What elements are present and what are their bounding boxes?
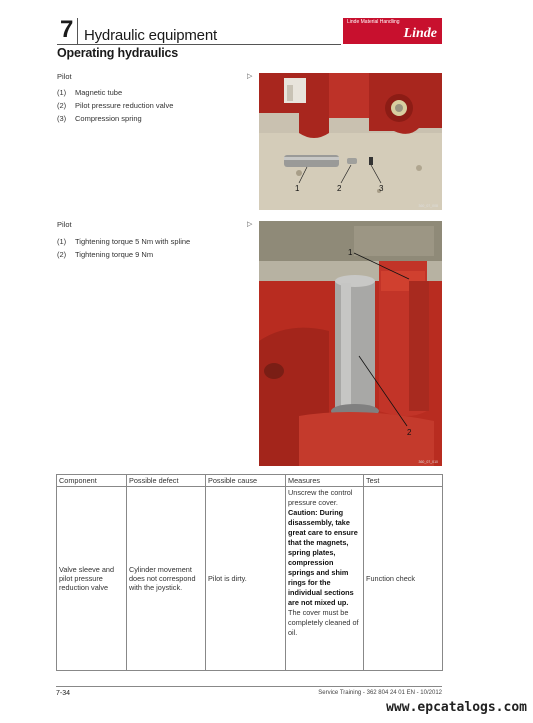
cell-defect: Cylinder movement does not correspond with the joystick. [127, 487, 206, 671]
cell-measures [286, 487, 364, 671]
figure1-caption: Pilot [57, 72, 72, 81]
callout-2: 2 [337, 184, 342, 193]
legend-item: (1) Tightening torque 5 Nm with spline [57, 237, 191, 246]
figure2-photo [259, 221, 442, 466]
callout-1: 1 [348, 248, 353, 257]
header-divider [77, 18, 78, 44]
figure2-marker: ▷ [247, 221, 253, 228]
column-header-cause: Possible cause [206, 475, 286, 487]
figure2-legend [57, 235, 190, 261]
table-row [57, 487, 443, 671]
callout-1: 1 [295, 184, 300, 193]
measures-caution: Caution: During disassembly, take great care to ensure that the magnets, spring plates, compression springs and shim rings for the individual sections are not mixed up. [288, 508, 358, 607]
logo-brand: Linde [403, 26, 437, 41]
linde-logo [343, 18, 442, 44]
header-rule [57, 44, 341, 45]
figure1-photo [259, 73, 442, 210]
legend-item: (3) Compression spring [57, 114, 142, 123]
column-header-component: Component [57, 475, 127, 487]
cell-test: Function check [364, 487, 443, 671]
photo-code: 360_07_010 [418, 460, 438, 464]
figure1-legend [57, 86, 173, 125]
column-header-measures: Measures [286, 475, 364, 487]
fault-table [56, 474, 443, 671]
callout-3: 3 [379, 184, 384, 193]
chapter-number: 7 [60, 16, 74, 43]
photo-code: 360_07_008 [418, 204, 438, 208]
page-number: 7-34 [56, 690, 71, 697]
measures-intro: Unscrew the control pressure cover. [288, 488, 353, 507]
callout-2: 2 [407, 428, 412, 437]
figure1-marker: ▷ [247, 73, 253, 80]
cell-component: Valve sleeve and pilot pressure reduction valve [57, 487, 127, 671]
table-header-row [57, 475, 443, 487]
column-header-defect: Possible defect [127, 475, 206, 487]
figure2-caption: Pilot [57, 220, 72, 229]
column-header-test: Test [364, 475, 443, 487]
cell-cause: Pilot is dirty. [206, 487, 286, 671]
section-title: Operating hydraulics [57, 46, 179, 60]
watermark: www.epcatalogs.com [386, 700, 527, 715]
legend-item: (2) Pilot pressure reduction valve [57, 101, 174, 110]
measures-outro: The cover must be completely cleaned of oil. [288, 608, 359, 637]
footer-rule [56, 686, 442, 687]
logo-tagline: Linde Material Handling [347, 19, 400, 25]
legend-item: (1) Magnetic tube [57, 88, 123, 97]
chapter-title: Hydraulic equipment [84, 27, 217, 44]
legend-item: (2) Tightening torque 9 Nm [57, 250, 154, 259]
footer-text: Service Training - 362 804 24 01 EN - 10/2012 [318, 690, 442, 696]
